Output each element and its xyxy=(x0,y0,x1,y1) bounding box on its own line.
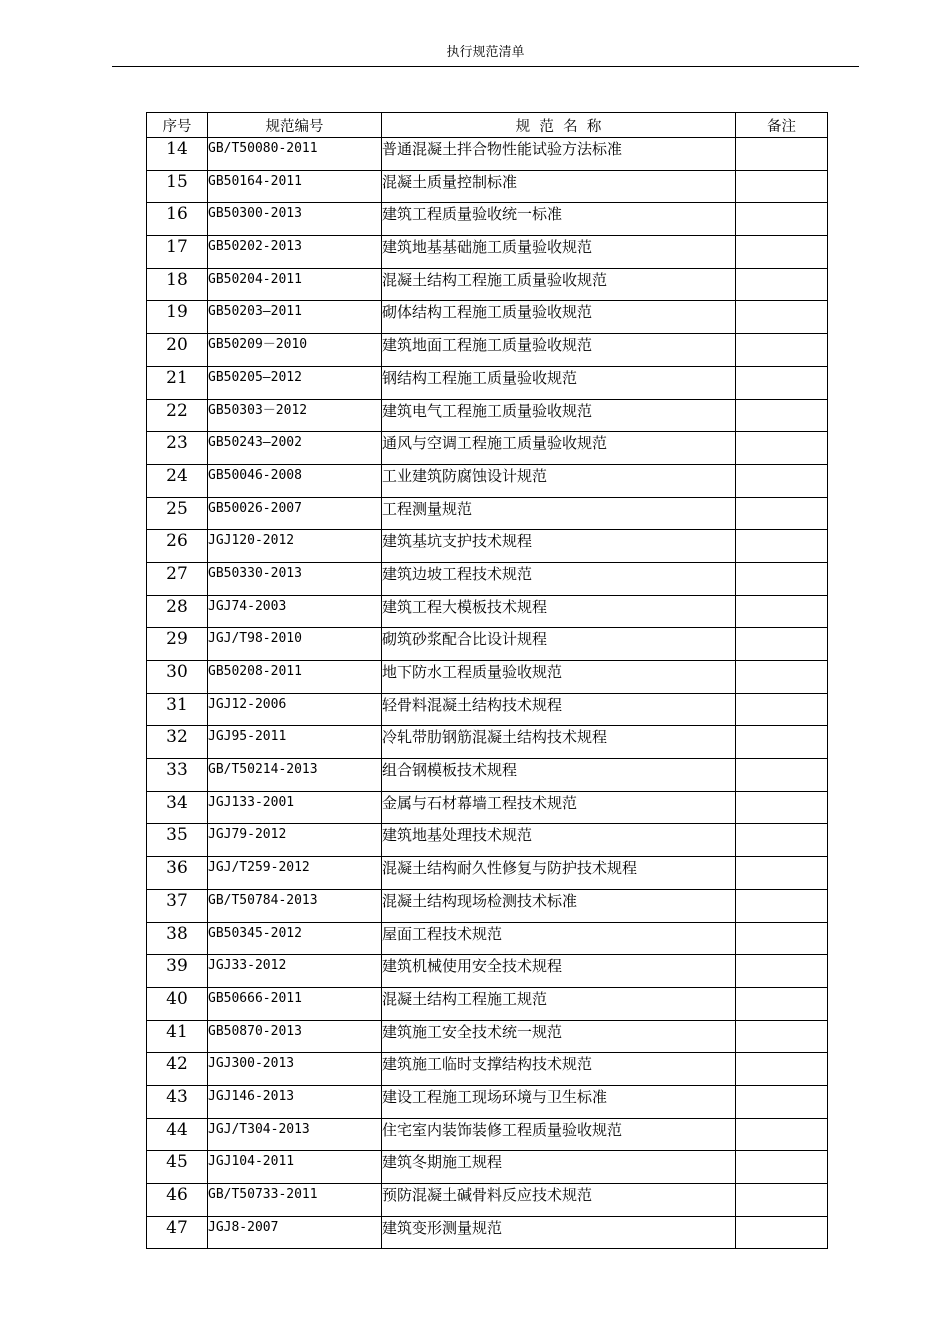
row-name: 建筑边坡工程技术规范 xyxy=(382,562,736,595)
table-row xyxy=(147,726,828,759)
table-row xyxy=(147,1184,828,1217)
table-row xyxy=(147,464,828,497)
row-seq: 40 xyxy=(147,987,208,1020)
row-seq: 43 xyxy=(147,1085,208,1118)
row-code: GB/T50214-2013 xyxy=(208,759,382,792)
row-name: 混凝土结构工程施工规范 xyxy=(382,987,736,1020)
row-name: 建筑地基处理技术规范 xyxy=(382,824,736,857)
table-row xyxy=(147,759,828,792)
row-note xyxy=(736,236,828,269)
row-name: 建筑工程大模板技术规程 xyxy=(382,595,736,628)
row-name: 钢结构工程施工质量验收规范 xyxy=(382,366,736,399)
row-note xyxy=(736,824,828,857)
row-seq: 38 xyxy=(147,922,208,955)
row-code: GB50870-2013 xyxy=(208,1020,382,1053)
row-name: 建筑机械使用安全技术规程 xyxy=(382,955,736,988)
row-code: GB50303－2012 xyxy=(208,399,382,432)
row-code: JGJ/T259-2012 xyxy=(208,857,382,890)
table-row xyxy=(147,791,828,824)
row-name: 砌体结构工程施工质量验收规范 xyxy=(382,301,736,334)
row-note xyxy=(736,726,828,759)
table-row xyxy=(147,432,828,465)
row-name: 通风与空调工程施工质量验收规范 xyxy=(382,432,736,465)
row-seq: 14 xyxy=(147,138,208,171)
row-seq: 29 xyxy=(147,628,208,661)
row-name: 住宅室内装饰装修工程质量验收规范 xyxy=(382,1118,736,1151)
row-name: 金属与石材幕墙工程技术规范 xyxy=(382,791,736,824)
table-row xyxy=(147,889,828,922)
row-note xyxy=(736,562,828,595)
row-seq: 42 xyxy=(147,1053,208,1086)
table-row xyxy=(147,170,828,203)
row-code: GB50208-2011 xyxy=(208,661,382,694)
row-seq: 21 xyxy=(147,366,208,399)
table-row xyxy=(147,922,828,955)
row-code: JGJ/T98-2010 xyxy=(208,628,382,661)
table-row xyxy=(147,203,828,236)
row-name: 屋面工程技术规范 xyxy=(382,922,736,955)
row-name: 建筑地基基础施工质量验收规范 xyxy=(382,236,736,269)
row-note xyxy=(736,922,828,955)
row-name: 建筑地面工程施工质量验收规范 xyxy=(382,334,736,367)
row-seq: 30 xyxy=(147,661,208,694)
table-row xyxy=(147,236,828,269)
row-note xyxy=(736,399,828,432)
row-seq: 36 xyxy=(147,857,208,890)
table-header-row xyxy=(147,113,828,138)
row-code: GB50205—2012 xyxy=(208,366,382,399)
row-code: GB50164-2011 xyxy=(208,170,382,203)
row-name: 组合钢模板技术规程 xyxy=(382,759,736,792)
row-name: 混凝土结构现场检测技术标准 xyxy=(382,889,736,922)
row-code: JGJ104-2011 xyxy=(208,1151,382,1184)
table-row xyxy=(147,661,828,694)
row-note xyxy=(736,334,828,367)
row-note xyxy=(736,1053,828,1086)
table-row xyxy=(147,1053,828,1086)
row-name: 混凝土质量控制标准 xyxy=(382,170,736,203)
table-row xyxy=(147,1118,828,1151)
table-row xyxy=(147,987,828,1020)
row-seq: 47 xyxy=(147,1216,208,1249)
row-seq: 32 xyxy=(147,726,208,759)
row-note xyxy=(736,138,828,171)
row-seq: 28 xyxy=(147,595,208,628)
table-row xyxy=(147,399,828,432)
row-note xyxy=(736,1216,828,1249)
row-code: GB50243—2002 xyxy=(208,432,382,465)
row-name: 建筑施工临时支撑结构技术规范 xyxy=(382,1053,736,1086)
row-name: 冷轧带肋钢筋混凝土结构技术规程 xyxy=(382,726,736,759)
row-note xyxy=(736,1085,828,1118)
row-note xyxy=(736,432,828,465)
row-code: GB50330-2013 xyxy=(208,562,382,595)
row-code: GB50046-2008 xyxy=(208,464,382,497)
row-note xyxy=(736,268,828,301)
row-seq: 16 xyxy=(147,203,208,236)
row-note xyxy=(736,791,828,824)
row-seq: 24 xyxy=(147,464,208,497)
row-note xyxy=(736,857,828,890)
row-note xyxy=(736,987,828,1020)
row-code: GB50666-2011 xyxy=(208,987,382,1020)
row-code: JGJ33-2012 xyxy=(208,955,382,988)
spec-table xyxy=(146,112,828,1249)
row-code: GB/T50733-2011 xyxy=(208,1184,382,1217)
row-name: 建设工程施工现场环境与卫生标准 xyxy=(382,1085,736,1118)
row-note xyxy=(736,889,828,922)
row-seq: 19 xyxy=(147,301,208,334)
row-seq: 18 xyxy=(147,268,208,301)
row-code: GB/T50784-2013 xyxy=(208,889,382,922)
row-seq: 41 xyxy=(147,1020,208,1053)
table-row xyxy=(147,628,828,661)
column-header-seq: 序号 xyxy=(147,113,208,138)
row-seq: 45 xyxy=(147,1151,208,1184)
row-note xyxy=(736,366,828,399)
column-header-name: 规 范 名 称 xyxy=(382,113,736,138)
table-row xyxy=(147,497,828,530)
row-seq: 46 xyxy=(147,1184,208,1217)
row-code: GB/T50080-2011 xyxy=(208,138,382,171)
row-seq: 35 xyxy=(147,824,208,857)
row-name: 轻骨料混凝土结构技术规程 xyxy=(382,693,736,726)
row-seq: 17 xyxy=(147,236,208,269)
row-name: 建筑变形测量规范 xyxy=(382,1216,736,1249)
row-note xyxy=(736,1184,828,1217)
row-seq: 37 xyxy=(147,889,208,922)
row-note xyxy=(736,759,828,792)
row-name: 普通混凝土拌合物性能试验方法标准 xyxy=(382,138,736,171)
row-code: JGJ133-2001 xyxy=(208,791,382,824)
row-code: GB50345-2012 xyxy=(208,922,382,955)
row-seq: 44 xyxy=(147,1118,208,1151)
row-seq: 15 xyxy=(147,170,208,203)
row-code: JGJ74-2003 xyxy=(208,595,382,628)
table-row xyxy=(147,530,828,563)
row-seq: 39 xyxy=(147,955,208,988)
table-row xyxy=(147,955,828,988)
row-note xyxy=(736,693,828,726)
row-note xyxy=(736,1020,828,1053)
row-name: 混凝土结构耐久性修复与防护技术规程 xyxy=(382,857,736,890)
row-code: GB50202-2013 xyxy=(208,236,382,269)
row-name: 建筑冬期施工规程 xyxy=(382,1151,736,1184)
row-name: 建筑施工安全技术统一规范 xyxy=(382,1020,736,1053)
row-seq: 23 xyxy=(147,432,208,465)
row-seq: 34 xyxy=(147,791,208,824)
row-name: 工业建筑防腐蚀设计规范 xyxy=(382,464,736,497)
row-seq: 26 xyxy=(147,530,208,563)
row-seq: 20 xyxy=(147,334,208,367)
row-code: JGJ/T304-2013 xyxy=(208,1118,382,1151)
row-code: JGJ8-2007 xyxy=(208,1216,382,1249)
row-code: GB50209－2010 xyxy=(208,334,382,367)
row-seq: 25 xyxy=(147,497,208,530)
row-note xyxy=(736,1118,828,1151)
row-code: GB50203—2011 xyxy=(208,301,382,334)
row-seq: 33 xyxy=(147,759,208,792)
row-code: JGJ79-2012 xyxy=(208,824,382,857)
column-header-code: 规范编号 xyxy=(208,113,382,138)
page-title: 执行规范清单 xyxy=(446,45,525,60)
row-name: 预防混凝土碱骨料反应技术规范 xyxy=(382,1184,736,1217)
table-row xyxy=(147,138,828,171)
table-row xyxy=(147,1151,828,1184)
table-row xyxy=(147,562,828,595)
row-note xyxy=(736,497,828,530)
column-header-note: 备注 xyxy=(736,113,828,138)
table-row xyxy=(147,857,828,890)
row-seq: 31 xyxy=(147,693,208,726)
table-row xyxy=(147,366,828,399)
row-code: JGJ12-2006 xyxy=(208,693,382,726)
row-note xyxy=(736,464,828,497)
row-code: JGJ146-2013 xyxy=(208,1085,382,1118)
row-name: 建筑工程质量验收统一标准 xyxy=(382,203,736,236)
row-code: JGJ300-2013 xyxy=(208,1053,382,1086)
table-row xyxy=(147,1085,828,1118)
table-row xyxy=(147,1020,828,1053)
row-note xyxy=(736,595,828,628)
row-name: 地下防水工程质量验收规范 xyxy=(382,661,736,694)
table-row xyxy=(147,824,828,857)
table-row xyxy=(147,334,828,367)
table-row xyxy=(147,268,828,301)
row-name: 建筑基坑支护技术规程 xyxy=(382,530,736,563)
row-name: 工程测量规范 xyxy=(382,497,736,530)
row-note xyxy=(736,661,828,694)
row-code: JGJ120-2012 xyxy=(208,530,382,563)
table-row xyxy=(147,595,828,628)
row-note xyxy=(736,203,828,236)
table-row xyxy=(147,693,828,726)
row-seq: 27 xyxy=(147,562,208,595)
table-row xyxy=(147,301,828,334)
page-header xyxy=(112,40,859,67)
row-seq: 22 xyxy=(147,399,208,432)
row-note xyxy=(736,301,828,334)
row-note xyxy=(736,1151,828,1184)
row-name: 砌筑砂浆配合比设计规程 xyxy=(382,628,736,661)
row-code: GB50204-2011 xyxy=(208,268,382,301)
row-name: 建筑电气工程施工质量验收规范 xyxy=(382,399,736,432)
row-note xyxy=(736,170,828,203)
row-name: 混凝土结构工程施工质量验收规范 xyxy=(382,268,736,301)
row-note xyxy=(736,530,828,563)
table-row xyxy=(147,1216,828,1249)
row-code: GB50026-2007 xyxy=(208,497,382,530)
row-code: GB50300-2013 xyxy=(208,203,382,236)
row-note xyxy=(736,628,828,661)
row-note xyxy=(736,955,828,988)
row-code: JGJ95-2011 xyxy=(208,726,382,759)
